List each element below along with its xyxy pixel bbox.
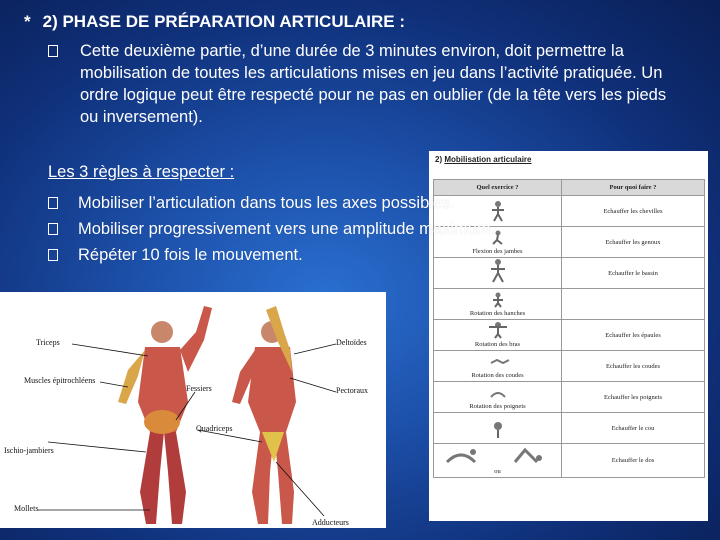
- doc-exercise: Rotation des hanches: [469, 310, 526, 317]
- rules-title: Les 3 règles à respecter :: [48, 163, 235, 181]
- doc-purpose: Echauffer les épaules: [562, 320, 705, 351]
- exercise-figure-icon: [483, 389, 513, 401]
- label-deltoides: Deltoïdes: [336, 338, 367, 347]
- exercise-figure-icon: [483, 321, 513, 339]
- doc-purpose: Echauffer le bassin: [562, 258, 705, 289]
- doc-title-text: Mobilisation articulaire: [444, 155, 532, 164]
- exercise-figure-icon: [443, 444, 553, 466]
- bullet-icon: [48, 223, 58, 235]
- label-fessiers: Fessiers: [186, 384, 212, 393]
- rule-text: Mobiliser l’articulation dans tous les axes possibles.: [78, 194, 455, 212]
- heading-star: *: [24, 12, 31, 31]
- list-item: [48, 190, 495, 216]
- table-row: [434, 413, 705, 444]
- heading-text: 2) PHASE DE PRÉPARATION ARTICULAIRE :: [42, 12, 405, 31]
- doc-exercise: Rotation des poignets: [469, 403, 526, 410]
- doc-title: [435, 155, 532, 164]
- label-epitrochleens: Muscles épitrochléens: [24, 376, 96, 385]
- doc-exercise: ou: [494, 468, 501, 475]
- doc-purpose: Echauffer les chevilles: [562, 196, 705, 227]
- doc-purpose: Echauffer le dos: [562, 444, 705, 478]
- doc-col-purpose: Pour quoi faire ?: [562, 180, 705, 196]
- doc-col-exercise: Quel exercice ?: [434, 180, 562, 196]
- doc-purpose: Echauffer les coudes: [562, 351, 705, 382]
- list-item: [48, 216, 495, 242]
- rule-text: Répéter 10 fois le mouvement.: [78, 246, 303, 264]
- table-row: [434, 444, 705, 478]
- list-item: [48, 242, 495, 268]
- doc-exercise: Rotation des coudes: [471, 372, 524, 379]
- rules-list: [48, 190, 495, 268]
- muscle-figures-illustration: [0, 292, 386, 528]
- anatomy-image: [0, 292, 386, 528]
- intro-paragraph: [48, 40, 688, 128]
- table-row: [434, 382, 705, 413]
- label-pectoraux: Pectoraux: [336, 386, 368, 395]
- exercise-figure-icon: [483, 292, 513, 308]
- label-mollets: Mollets: [14, 504, 39, 513]
- bullet-icon: [48, 197, 58, 209]
- table-row: [434, 351, 705, 382]
- label-adducteurs: Adducteurs: [312, 518, 349, 527]
- doc-exercise: Rotation des bras: [474, 341, 521, 348]
- label-triceps: Triceps: [36, 338, 60, 347]
- doc-purpose: Echauffer les genoux: [562, 227, 705, 258]
- label-quadriceps: Quadriceps: [196, 424, 233, 433]
- table-row: [434, 320, 705, 351]
- doc-purpose: [562, 289, 705, 320]
- slide-heading: [24, 12, 405, 32]
- doc-purpose: Echauffer les poignets: [562, 382, 705, 413]
- rule-text: Mobiliser progressivement vers une amplitude maximum.: [78, 220, 496, 238]
- bullet-icon: [48, 45, 58, 57]
- label-ischio: Ischio-jambiers: [4, 446, 54, 455]
- intro-text: Cette deuxième partie, d’une durée de 3 minutes environ, doit permettre la mobilisation de toutes les articulations mises en jeu dans l’activité pratiquée. Un ordre logique peut être respecté pour ne pas en oublier (de la tête vers les pieds ou inversement).: [80, 42, 667, 126]
- table-row: [434, 289, 705, 320]
- exercise-figure-icon: [483, 421, 513, 439]
- exercise-figure-icon: [483, 356, 513, 370]
- bullet-icon: [48, 249, 58, 261]
- doc-purpose: Echauffer le cou: [562, 413, 705, 444]
- doc-exercise: Flexion des jambes: [472, 248, 523, 255]
- doc-title-number: 2): [435, 155, 443, 164]
